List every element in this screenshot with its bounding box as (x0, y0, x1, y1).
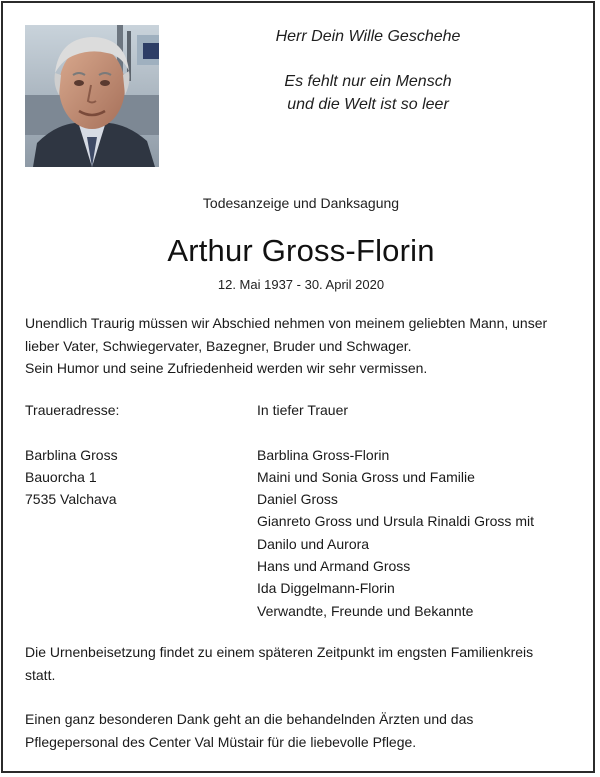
life-dates: 12. Mai 1937 - 30. April 2020 (217, 277, 385, 292)
mourners-list (257, 399, 587, 622)
intro-line: Unendlich Traurig müssen wir Abschied nehmen von meinem geliebten Mann, unser (25, 315, 548, 331)
mourner-line: Verwandte, Freunde und Bekannte (257, 602, 474, 619)
address-line: Barblina Gross (25, 446, 118, 463)
mourners-spacer (257, 421, 587, 443)
verse-line: und die Welt ist so leer (287, 96, 449, 113)
thanks-line: Einen ganz besonderen Dank geht an die behandelnden Ärzten und das (25, 711, 474, 727)
verse-line: Herr Dein Wille Geschehe (275, 28, 461, 45)
verse-spacer (203, 48, 533, 70)
mourning-address (25, 399, 245, 510)
mourners-heading: In tiefer Trauer (257, 402, 349, 418)
announcement-subtitle: Todesanzeige und Danksagung (202, 195, 400, 211)
mourner-line: Ida Diggelmann-Florin (257, 580, 395, 597)
mourner-line: Daniel Gross (257, 491, 338, 508)
intro-line: Sein Humor und seine Zufriedenheid werden wir sehr vermissen. (25, 360, 428, 376)
mourner-line: Barblina Gross-Florin (257, 446, 390, 463)
thanks-note (25, 708, 585, 753)
portrait-image (25, 25, 159, 167)
address-heading: Traueradresse: (25, 402, 120, 418)
portrait-photo (25, 25, 159, 167)
thanks-line: Pflegepersonal des Center Val Müstair für die liebevolle Pflege. (25, 733, 417, 750)
address-line: 7535 Valchava (25, 491, 117, 508)
burial-line: Die Urnenbeisetzung findet zu einem späteren Zeitpunkt im engsten Familienkreis (25, 644, 534, 660)
intro-text (25, 312, 585, 380)
address-line: Bauorcha 1 (25, 468, 97, 485)
mourner-line: Gianreto Gross und Ursula Rinaldi Gross mit (257, 513, 534, 530)
burial-line: statt. (25, 666, 56, 683)
verse-line: Es fehlt nur ein Mensch (284, 73, 452, 90)
intro-line: lieber Vater, Schwiegervater, Bazegner, Bruder und Schwager. (25, 337, 412, 354)
address-spacer (25, 421, 245, 443)
deceased-name: Arthur Gross-Florin (167, 233, 435, 268)
verse (203, 25, 533, 116)
burial-notice (25, 641, 585, 686)
mourner-line: Hans und Armand Gross (257, 558, 411, 575)
obituary-card (1, 1, 595, 773)
mourner-line: Maini und Sonia Gross und Familie (257, 468, 475, 485)
mourner-line: Danilo und Aurora (257, 535, 370, 552)
